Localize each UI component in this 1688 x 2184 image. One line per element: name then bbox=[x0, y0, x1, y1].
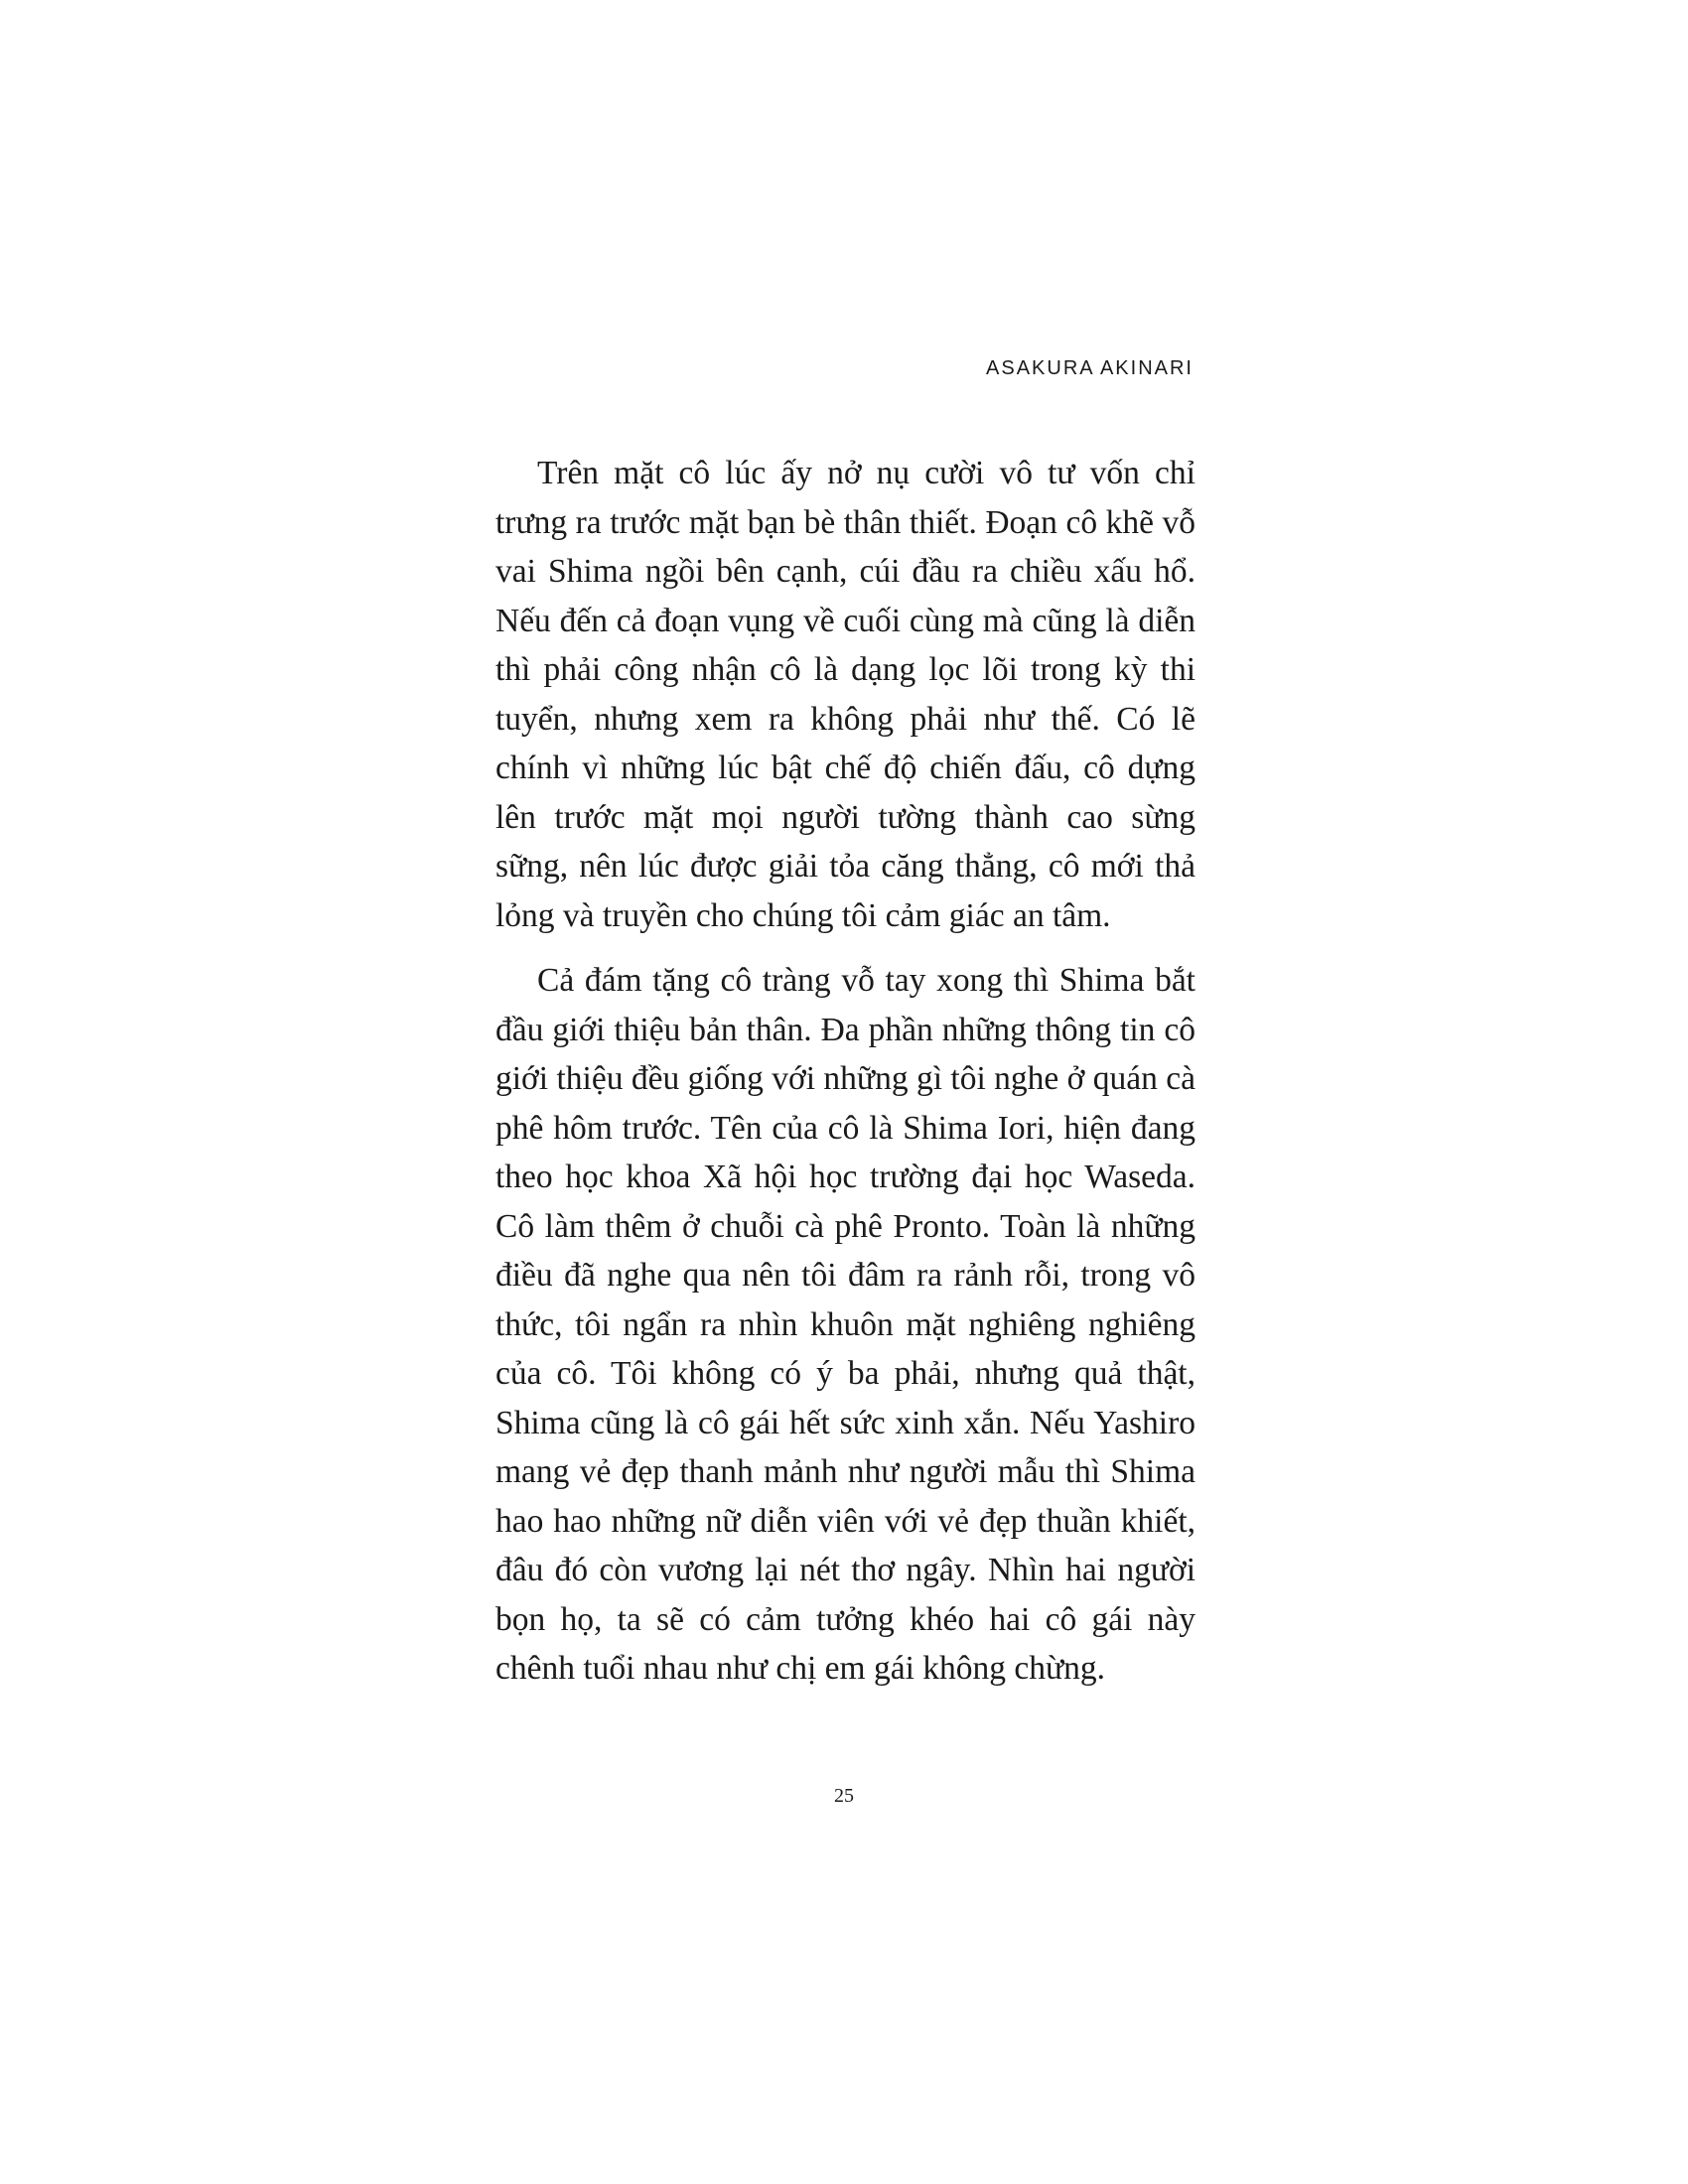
paragraph-1: Trên mặt cô lúc ấy nở nụ cười vô tư vốn chỉ trưng ra trước mặt bạn bè thân thiết. Đoạn cô khẽ vỗ vai Shima ngồi bên cạnh, cúi đầu ra chiều xấu hổ. Nếu đến cả đoạn vụng về cuối cùng mà cũng là diễn thì phải công nhận cô là dạng lọc lõi trong kỳ thi tuyển, nhưng xem ra không phải như thế. Có lẽ chính vì những lúc bật chế độ chiến đấu, cô dựng lên trước mặt mọi người tường thành cao sừng sững, nên lúc được giải tỏa căng thẳng, cô mới thả lỏng và truyền cho chúng tôi cảm giác an tâm. bbox=[495, 455, 1196, 934]
body-text bbox=[495, 449, 1196, 1709]
page-number: 25 bbox=[834, 1785, 854, 1807]
paragraph-2: Cả đám tặng cô tràng vỗ tay xong thì Shima bắt đầu giới thiệu bản thân. Đa phần những thông tin cô giới thiệu đều giống với những gì tôi nghe ở quán cà phê hôm trước. Tên của cô là Shima Iori, hiện đang theo học khoa Xã hội học trường đại học Waseda. Cô làm thêm ở chuỗi cà phê Pronto. Toàn là những điều đã nghe qua nên tôi đâm ra rảnh rỗi, trong vô thức, tôi ngẩn ra nhìn khuôn mặt nghiêng nghiêng của cô. Tôi không có ý ba phải, nhưng quả thật, Shima cũng là cô gái hết sức xinh xắn. Nếu Yashiro mang vẻ đẹp thanh mảnh như người mẫu thì Shima hao hao những nữ diễn viên với vẻ đẹp thuần khiết, đâu đó còn vương lại nét thơ ngây. Nhìn hai người bọn họ, ta sẽ có cảm tưởng khéo hai cô gái này chênh tuổi nhau như chị em gái không chừng. bbox=[495, 962, 1196, 1687]
running-header: ASAKURA AKINARI bbox=[986, 357, 1194, 379]
